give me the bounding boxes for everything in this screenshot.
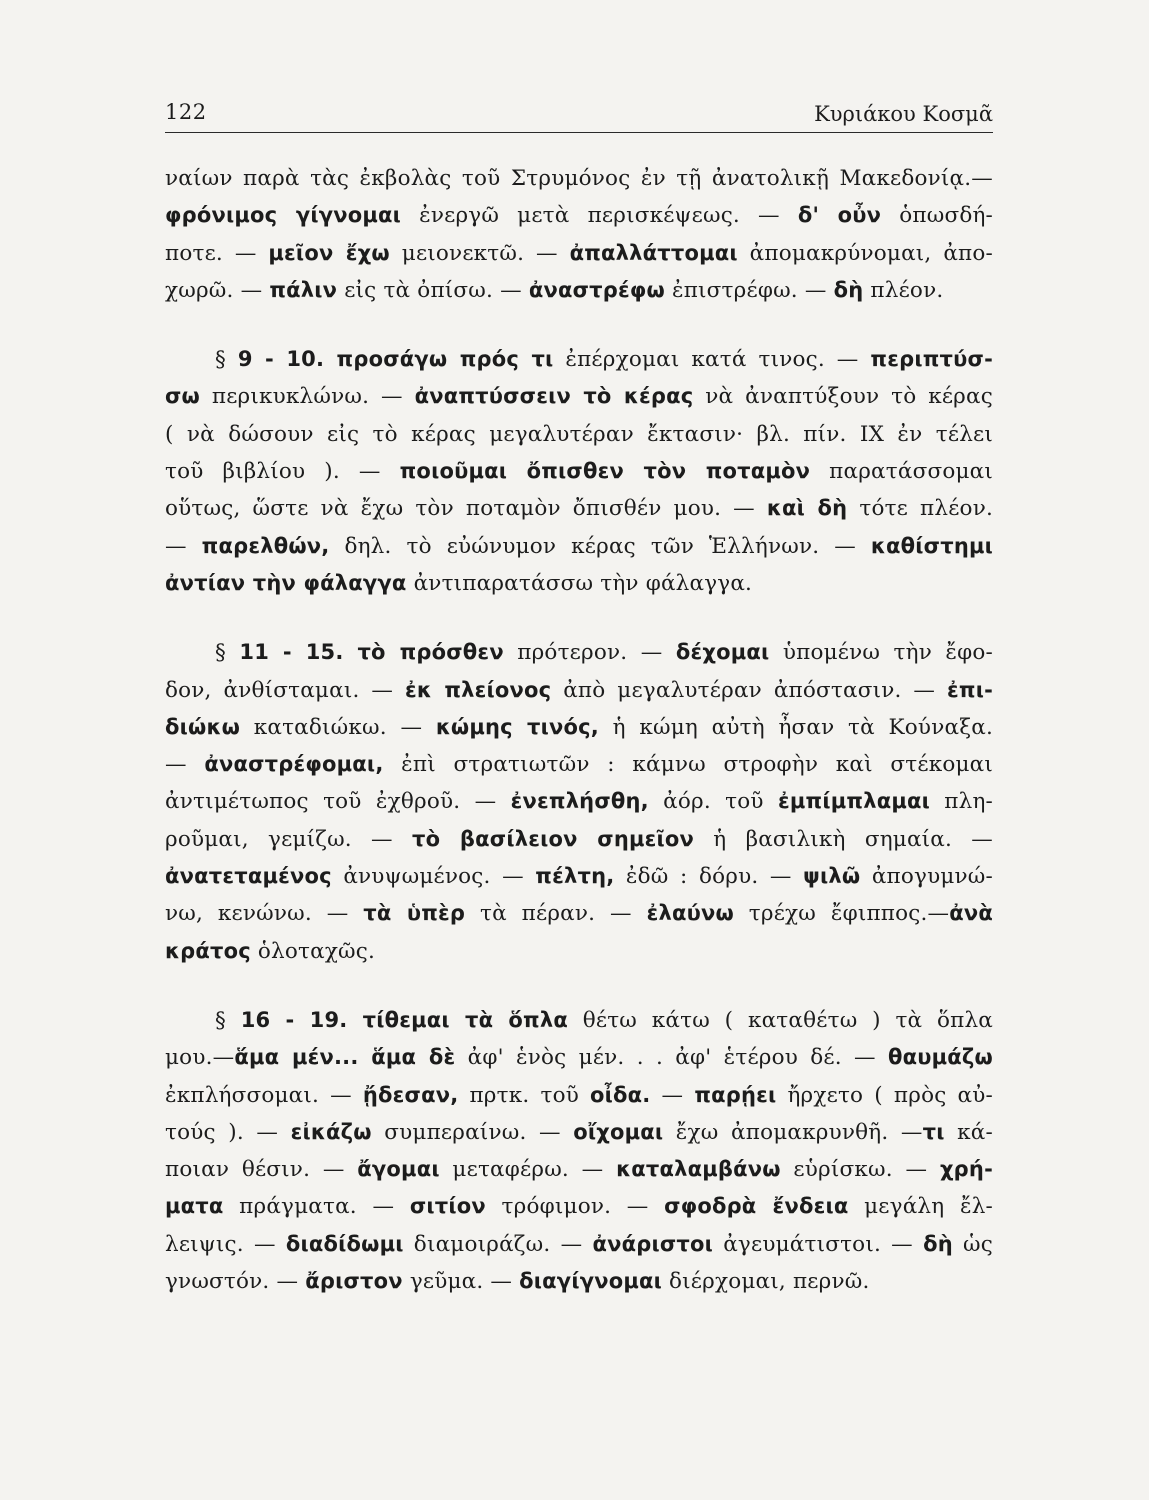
text-line (165, 895, 993, 932)
gloss-text: — (165, 533, 202, 559)
gloss-text: ἔχω ἀπομακρυνθῆ. — (663, 1119, 923, 1145)
lemma-term: ἀναστρέφομαι, (204, 752, 384, 777)
lemma-term: καταλαμβάνω (616, 1157, 781, 1182)
page-number: 122 (165, 100, 207, 124)
text-line (165, 235, 993, 272)
paragraph (165, 634, 993, 970)
gloss-text: πλέον. (863, 277, 944, 303)
gloss-text: ἀπογυμνώ- (860, 864, 993, 890)
gloss-text: δηλ. τὸ εὐώνυμον κέρας τῶν Ἑλλήνων. — (329, 533, 871, 559)
gloss-text: θέτω κάτω ( καταθέτω ) τὰ ὅπλα (567, 1007, 994, 1033)
lemma-term: ἐλαύνω (646, 901, 734, 926)
lemma-term: ἄγομαι (357, 1157, 440, 1182)
lemma-term: τὸ βασίλειον σημεῖον (411, 826, 695, 851)
text-line (165, 378, 993, 415)
lemma-term: διαδίδωμι (285, 1231, 404, 1256)
gloss-text: διέρχομαι, περνῶ. (662, 1269, 870, 1295)
gloss-text: πλη- (929, 789, 993, 815)
text-line (165, 1039, 993, 1076)
paragraph-gap (165, 602, 993, 634)
gloss-text: ἐπὶ στρατιωτῶν : κάμνω στροφὴν καὶ στέκομαι (383, 752, 993, 778)
lemma-term: θαυμάζω (888, 1045, 993, 1070)
paragraph (165, 1002, 993, 1300)
gloss-text: μου.— (165, 1045, 235, 1071)
lemma-term: μεῖον ἔχω (268, 240, 390, 265)
gloss-text: μεγάλη ἔλ- (848, 1194, 993, 1220)
paragraph-gap (165, 970, 993, 1002)
gloss-text: δον, ἀνθίσταμαι. — (165, 677, 405, 703)
gloss-text: νω, κενώνω. — (165, 901, 364, 927)
gloss-text: ἐνεργῶ μετὰ περισκέψεως. — (401, 203, 798, 229)
gloss-text: εὑρίσκω. — (780, 1157, 940, 1183)
gloss-text: ἀντιμέτωπος τοῦ ἐχθροῦ. — (165, 789, 511, 815)
gloss-text: πράγματα. — (223, 1194, 410, 1220)
lemma-term: καὶ δὴ (766, 496, 848, 521)
lemma-term: ἀνὰ (949, 901, 994, 926)
text-line (165, 453, 993, 490)
gloss-text: § (215, 347, 238, 373)
gloss-text: τούς ). — (165, 1119, 291, 1145)
gloss-text: ἀνυψωμένος. — (331, 864, 536, 890)
lemma-term: φρόνιμος γίγνομαι (165, 203, 402, 228)
gloss-text: μεταφέρω. — (439, 1157, 617, 1183)
lemma-term: ἀνάριστοι (592, 1231, 714, 1256)
lemma-term: παρελθών, (201, 533, 330, 558)
lemma-term: διώκω (165, 714, 241, 739)
lemma-term: χρή- (939, 1157, 993, 1182)
gloss-text: ναίων παρὰ τὰς ἐκβολὰς τοῦ Στρυμόνος ἐν τῇ ἀνατολικῇ Μακεδονίᾳ.— (165, 166, 993, 191)
gloss-text: ποτε. — (165, 240, 269, 266)
gloss-text: § (215, 1007, 241, 1033)
text-line (165, 197, 993, 234)
lemma-term: ᾔδεσαν, (362, 1082, 459, 1107)
gloss-text: ὡς (952, 1231, 994, 1257)
gloss-text: τρόφιμον. — (485, 1194, 665, 1220)
lemma-term: σιτίον (409, 1194, 486, 1219)
gloss-text: ὁπωσδή- (881, 203, 994, 229)
text-line (165, 858, 993, 895)
gloss-text: πρότερον. — (503, 640, 676, 666)
lemma-term: ἐνεπλήσθη, (510, 789, 649, 814)
gloss-text: ( νὰ δώσουν εἰς τὸ κέρας μεγαλυτέραν ἔκτασιν· βλ. πίν. IX ἐν τέλει (165, 421, 993, 447)
text-line (165, 490, 993, 527)
text-line (165, 709, 993, 746)
gloss-text: παρατάσσομαι (810, 459, 994, 485)
text-line (165, 1114, 993, 1151)
text-line (165, 565, 993, 602)
gloss-text: ἤρχετο ( πρὸς αὐ- (776, 1082, 993, 1108)
gloss-text: ἀόρ. τοῦ (648, 789, 778, 815)
lemma-term: ἅμα μέν... ἅμα δὲ (234, 1045, 456, 1070)
lemma-term: δέχομαι (675, 640, 770, 665)
gloss-text: τότε πλέον. (847, 496, 993, 522)
text-line (165, 1188, 993, 1225)
lemma-term: σφοδρὰ ἔνδεια (664, 1194, 849, 1219)
gloss-text: ροῦμαι, γεμίζω. — (165, 826, 412, 852)
gloss-text: — (165, 752, 205, 778)
gloss-text: τοῦ βιβλίου ). — (165, 459, 400, 485)
gloss-text: ἐκπλήσσομαι. — (165, 1082, 363, 1108)
text-line (165, 933, 993, 970)
lemma-term: παρῄει (694, 1082, 777, 1107)
gloss-text: ἐπιστρέφω. — (664, 277, 834, 303)
lemma-term: ἀνατεταμένος (165, 864, 332, 889)
lemma-term: τὰ ὑπὲρ (363, 901, 466, 926)
gloss-text: γνωστόν. — (165, 1269, 306, 1295)
gloss-text: λειψις. — (165, 1231, 286, 1257)
text-line (165, 160, 993, 197)
lemma-term: δὴ (923, 1231, 953, 1256)
lemma-term: ψιλῶ (803, 864, 861, 889)
gloss-text: ἀπὸ μεγαλυτέραν ἀπόστασιν. — (551, 677, 947, 703)
page-header (165, 96, 993, 132)
gloss-text: ἀγευμάτιστοι. — (713, 1231, 924, 1257)
lemma-term: πέλτη, (535, 864, 615, 889)
lemma-term: ἄριστον (305, 1269, 403, 1294)
gloss-text: τὰ πέραν. — (465, 901, 647, 927)
lemma-term: οἴχομαι (573, 1119, 664, 1144)
text-line (165, 672, 993, 709)
gloss-text: γεῦμα. — (402, 1269, 520, 1295)
lemma-term: ποιοῦμαι ὄπισθεν τὸν ποταμὸν (399, 459, 811, 484)
gloss-text: ὁλοταχῶς. (250, 938, 376, 964)
lemma-term: ματα (165, 1194, 224, 1219)
gloss-text: ὑπομένω τὴν ἔφο- (769, 640, 994, 666)
lemma-term: ἀντίαν τὴν φάλαγγα (165, 570, 407, 595)
gloss-text: οὕτως, ὥστε νὰ ἔχω τὸν ποταμὸν ὄπισθέν μου. — (165, 496, 767, 522)
gloss-text: συμπεραίνω. — (371, 1119, 574, 1145)
lemma-term: κώμης τινός, (435, 714, 599, 739)
text-line (165, 1002, 993, 1039)
lemma-term: εἰκάζω (290, 1119, 372, 1144)
lemma-term: ἐκ πλείονος (404, 677, 552, 702)
gloss-text: μειονεκτῶ. — (389, 240, 570, 266)
text-line (165, 746, 993, 783)
lemma-term: πάλιν (269, 277, 338, 302)
text-line (165, 1151, 993, 1188)
gloss-text: — (650, 1082, 695, 1108)
gloss-text: ἡ βασιλικὴ σημαία. — (694, 826, 993, 852)
page-body (165, 160, 993, 1300)
lemma-term: οἶδα. (590, 1082, 651, 1107)
lemma-term: ἀναπτύσσειν τὸ κέρας (414, 384, 694, 409)
lemma-term: ἐμπίμπλαμαι (778, 789, 930, 814)
gloss-text: § (215, 640, 240, 666)
gloss-text: εἰς τὰ ὀπίσω. — (337, 277, 529, 303)
text-line (165, 341, 993, 378)
lemma-term: ἀναστρέφω (528, 277, 665, 302)
gloss-text: χωρῶ. — (165, 277, 270, 303)
lemma-term: διαγίγνομαι (519, 1269, 662, 1294)
lemma-term: ἐπι- (947, 677, 993, 702)
text-line (165, 416, 993, 453)
gloss-text: διαμοιράζω. — (403, 1231, 593, 1257)
lemma-term: 16 - 19. τίθεμαι τὰ ὅπλα (240, 1007, 568, 1032)
gloss-text: νὰ ἀναπτύξουν τὸ κέρας (693, 384, 993, 410)
gloss-text: τρέχω ἔφιππος.— (733, 901, 950, 927)
lemma-term: 9 - 10. προσάγω πρός τι (237, 347, 554, 372)
lemma-term: καθίστημι (870, 533, 994, 558)
paragraph-gap (165, 309, 993, 341)
gloss-text: κά- (944, 1119, 993, 1145)
gloss-text: ποιαν θέσιν. — (165, 1157, 358, 1183)
lemma-term: δ' οὖν (797, 203, 882, 228)
gloss-text: πρτκ. τοῦ (458, 1082, 591, 1108)
text-line (165, 783, 993, 820)
gloss-text: ἡ κώμη αὐτὴ ἦσαν τὰ Κούναξα. (598, 714, 993, 740)
header-rule (165, 132, 993, 133)
text-line (165, 821, 993, 858)
paragraph (165, 341, 993, 602)
text-line (165, 1226, 993, 1263)
lemma-term: ἀπαλλάττομαι (569, 240, 738, 265)
lemma-term: δὴ (833, 277, 864, 302)
lemma-term: τι (922, 1119, 945, 1144)
gloss-text: ἀντιπαρατάσσω τὴν φάλαγγα. (406, 570, 753, 596)
lemma-term: περιπτύσ- (870, 347, 993, 372)
text-line (165, 528, 993, 565)
lemma-term: σω (165, 384, 201, 409)
lemma-term: κράτος (165, 938, 251, 963)
paragraph (165, 160, 993, 309)
text-line (165, 272, 993, 309)
text-line (165, 634, 993, 671)
gloss-text: περικυκλώνω. — (200, 384, 415, 410)
gloss-text: ἐπέρχομαι κατά τινος. — (553, 347, 871, 373)
text-line (165, 1077, 993, 1114)
lemma-term: 11 - 15. τὸ πρόσθεν (239, 640, 504, 665)
running-head: Κυριάκου Κοσμᾶ (814, 102, 993, 126)
gloss-text: καταδιώκω. — (240, 714, 436, 740)
gloss-text: ἀφ' ἑνὸς μέν. . . ἀφ' ἑτέρου δέ. — (455, 1045, 888, 1071)
text-line (165, 1263, 993, 1300)
gloss-text: ἐδῶ : δόρυ. — (614, 864, 804, 890)
gloss-text: ἀπομακρύνομαι, ἀπο- (737, 240, 993, 266)
